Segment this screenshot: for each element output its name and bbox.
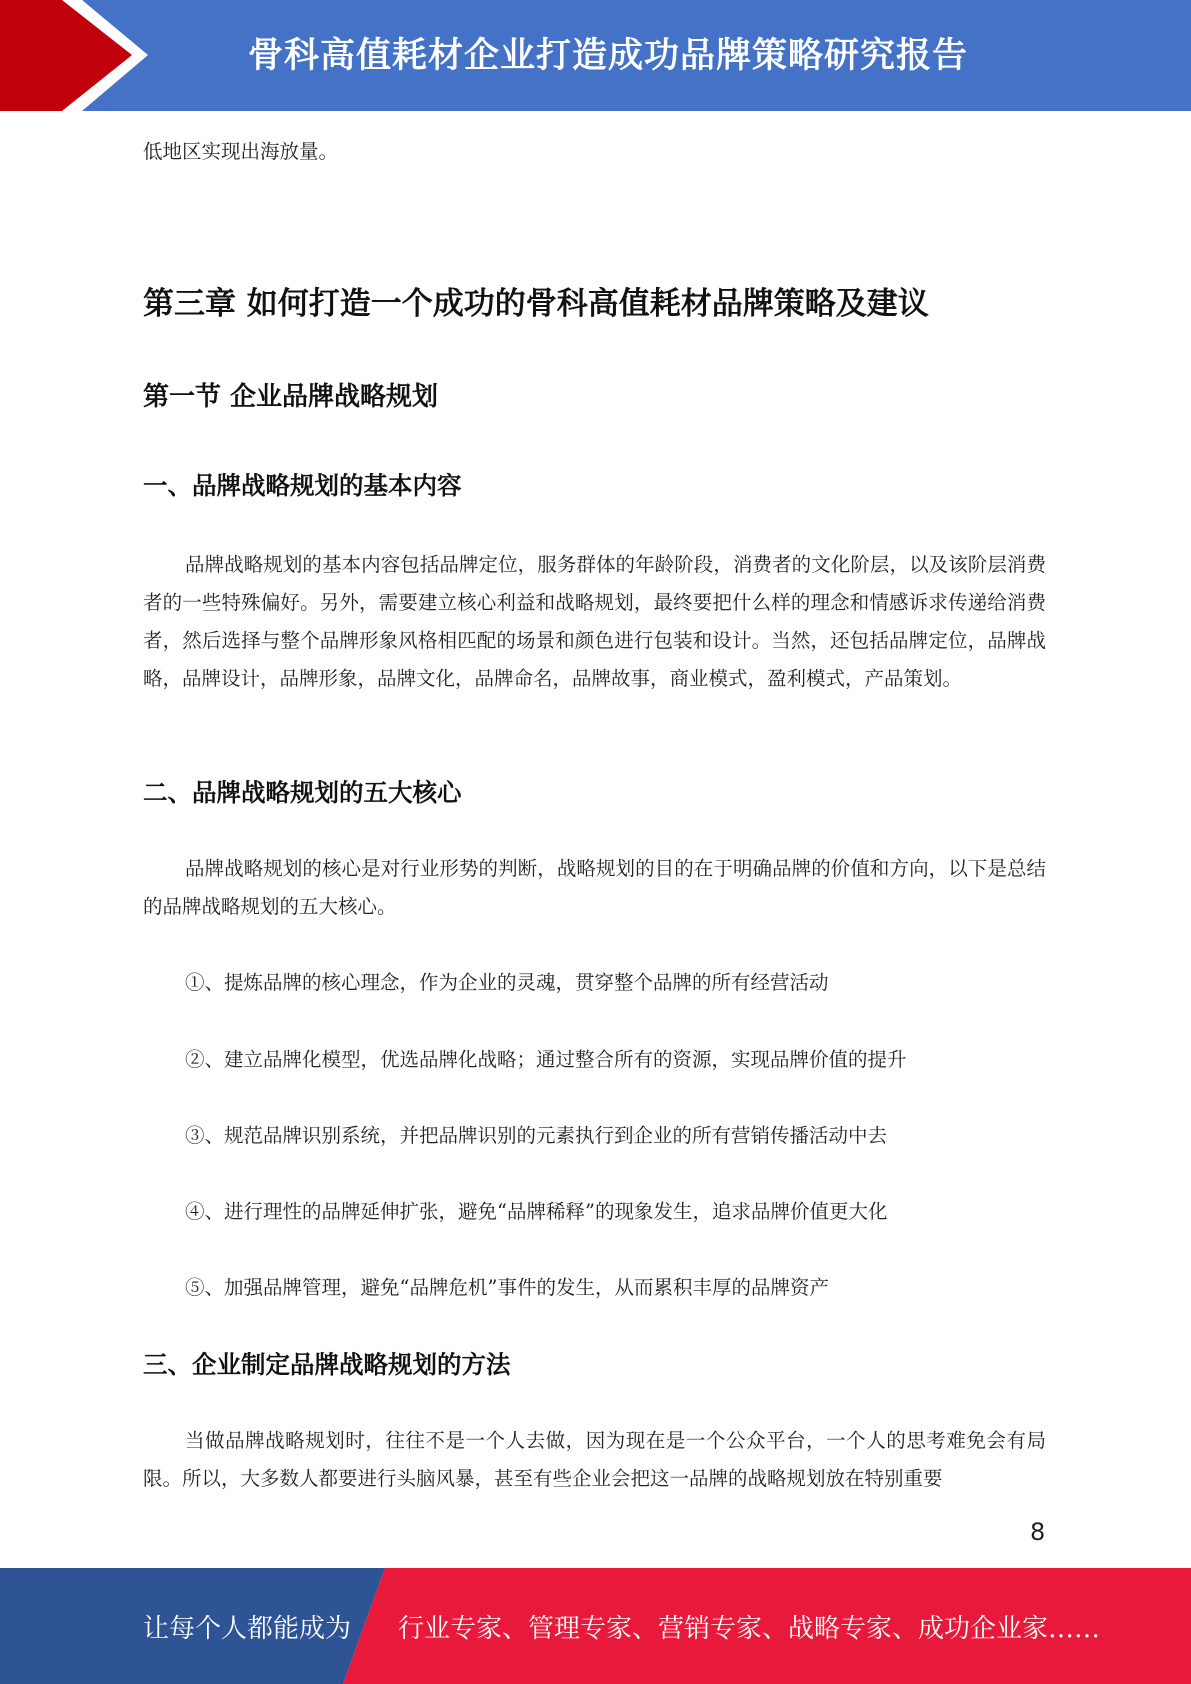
page-footer (0, 1568, 1191, 1684)
page-number: 8 (1030, 1518, 1046, 1546)
core-item-1: ①、提炼品牌的核心理念，作为企业的灵魂，贯穿整个品牌的所有经营活动 (185, 971, 829, 994)
subsection-title-3: 三、企业制定品牌战略规划的方法 (143, 1350, 511, 1379)
core-item-5: ⑤、加强品牌管理，避免“品牌危机”事件的发生，从而累积丰厚的品牌资产 (185, 1276, 829, 1299)
chapter-title: 第三章 如何打造一个成功的骨科高值耗材品牌策略及建议 (143, 286, 929, 322)
core-item-2: ②、建立品牌化模型，优选品牌化战略；通过整合所有的资源，实现品牌价值的提升 (185, 1048, 907, 1071)
paragraph-basic-content: 品牌战略规划的基本内容包括品牌定位，服务群体的年龄阶段，消费者的文化阶层，以及该阶层消费者的一些特殊偏好。另外，需要建立核心利益和战略规划，最终要把什么样的理念和情感诉求传递给消费者，然后选择与整个品牌形象风格相匹配的场景和颜色进行包装和设计。当然，还包括品牌定位，品牌战略，品牌设计，品牌形象，品牌文化，品牌命名，品牌故事，商业模式，盈利模式，产品策划。 (143, 553, 1046, 690)
paragraph-methods: 当做品牌战略规划时，往往不是一个人去做，因为现在是一个公众平台，一个人的思考难免会有局限。所以，大多数人都要进行头脑风暴，甚至有些企业会把这一品牌的战略规划放在特别重要 (143, 1429, 1046, 1490)
core-item-3: ③、规范品牌识别系统，并把品牌识别的元素执行到企业的所有营销传播活动中去 (185, 1124, 888, 1147)
paragraph-five-cores: 品牌战略规划的核心是对行业形势的判断，战略规划的目的在于明确品牌的价值和方向，以下是总结的品牌战略规划的五大核心。 (143, 857, 1046, 918)
page-header (0, 0, 1191, 111)
core-item-4: ④、进行理性的品牌延伸扩张，避免“品牌稀释”的现象发生，追求品牌价值更大化 (185, 1200, 888, 1223)
footer-slogan-right: 行业专家、管理专家、营销专家、战略专家、成功企业家…… (398, 1614, 1101, 1644)
subsection-title-1: 一、品牌战略规划的基本内容 (143, 471, 462, 500)
continuation-text: 低地区实现出海放量。 (143, 140, 339, 163)
section-title: 第一节 企业品牌战略规划 (143, 382, 439, 412)
subsection-title-2: 二、品牌战略规划的五大核心 (143, 778, 462, 807)
header-title: 骨科高值耗材企业打造成功品牌策略研究报告 (248, 36, 969, 76)
footer-slogan-left: 让每个人都能成为 (143, 1614, 352, 1644)
